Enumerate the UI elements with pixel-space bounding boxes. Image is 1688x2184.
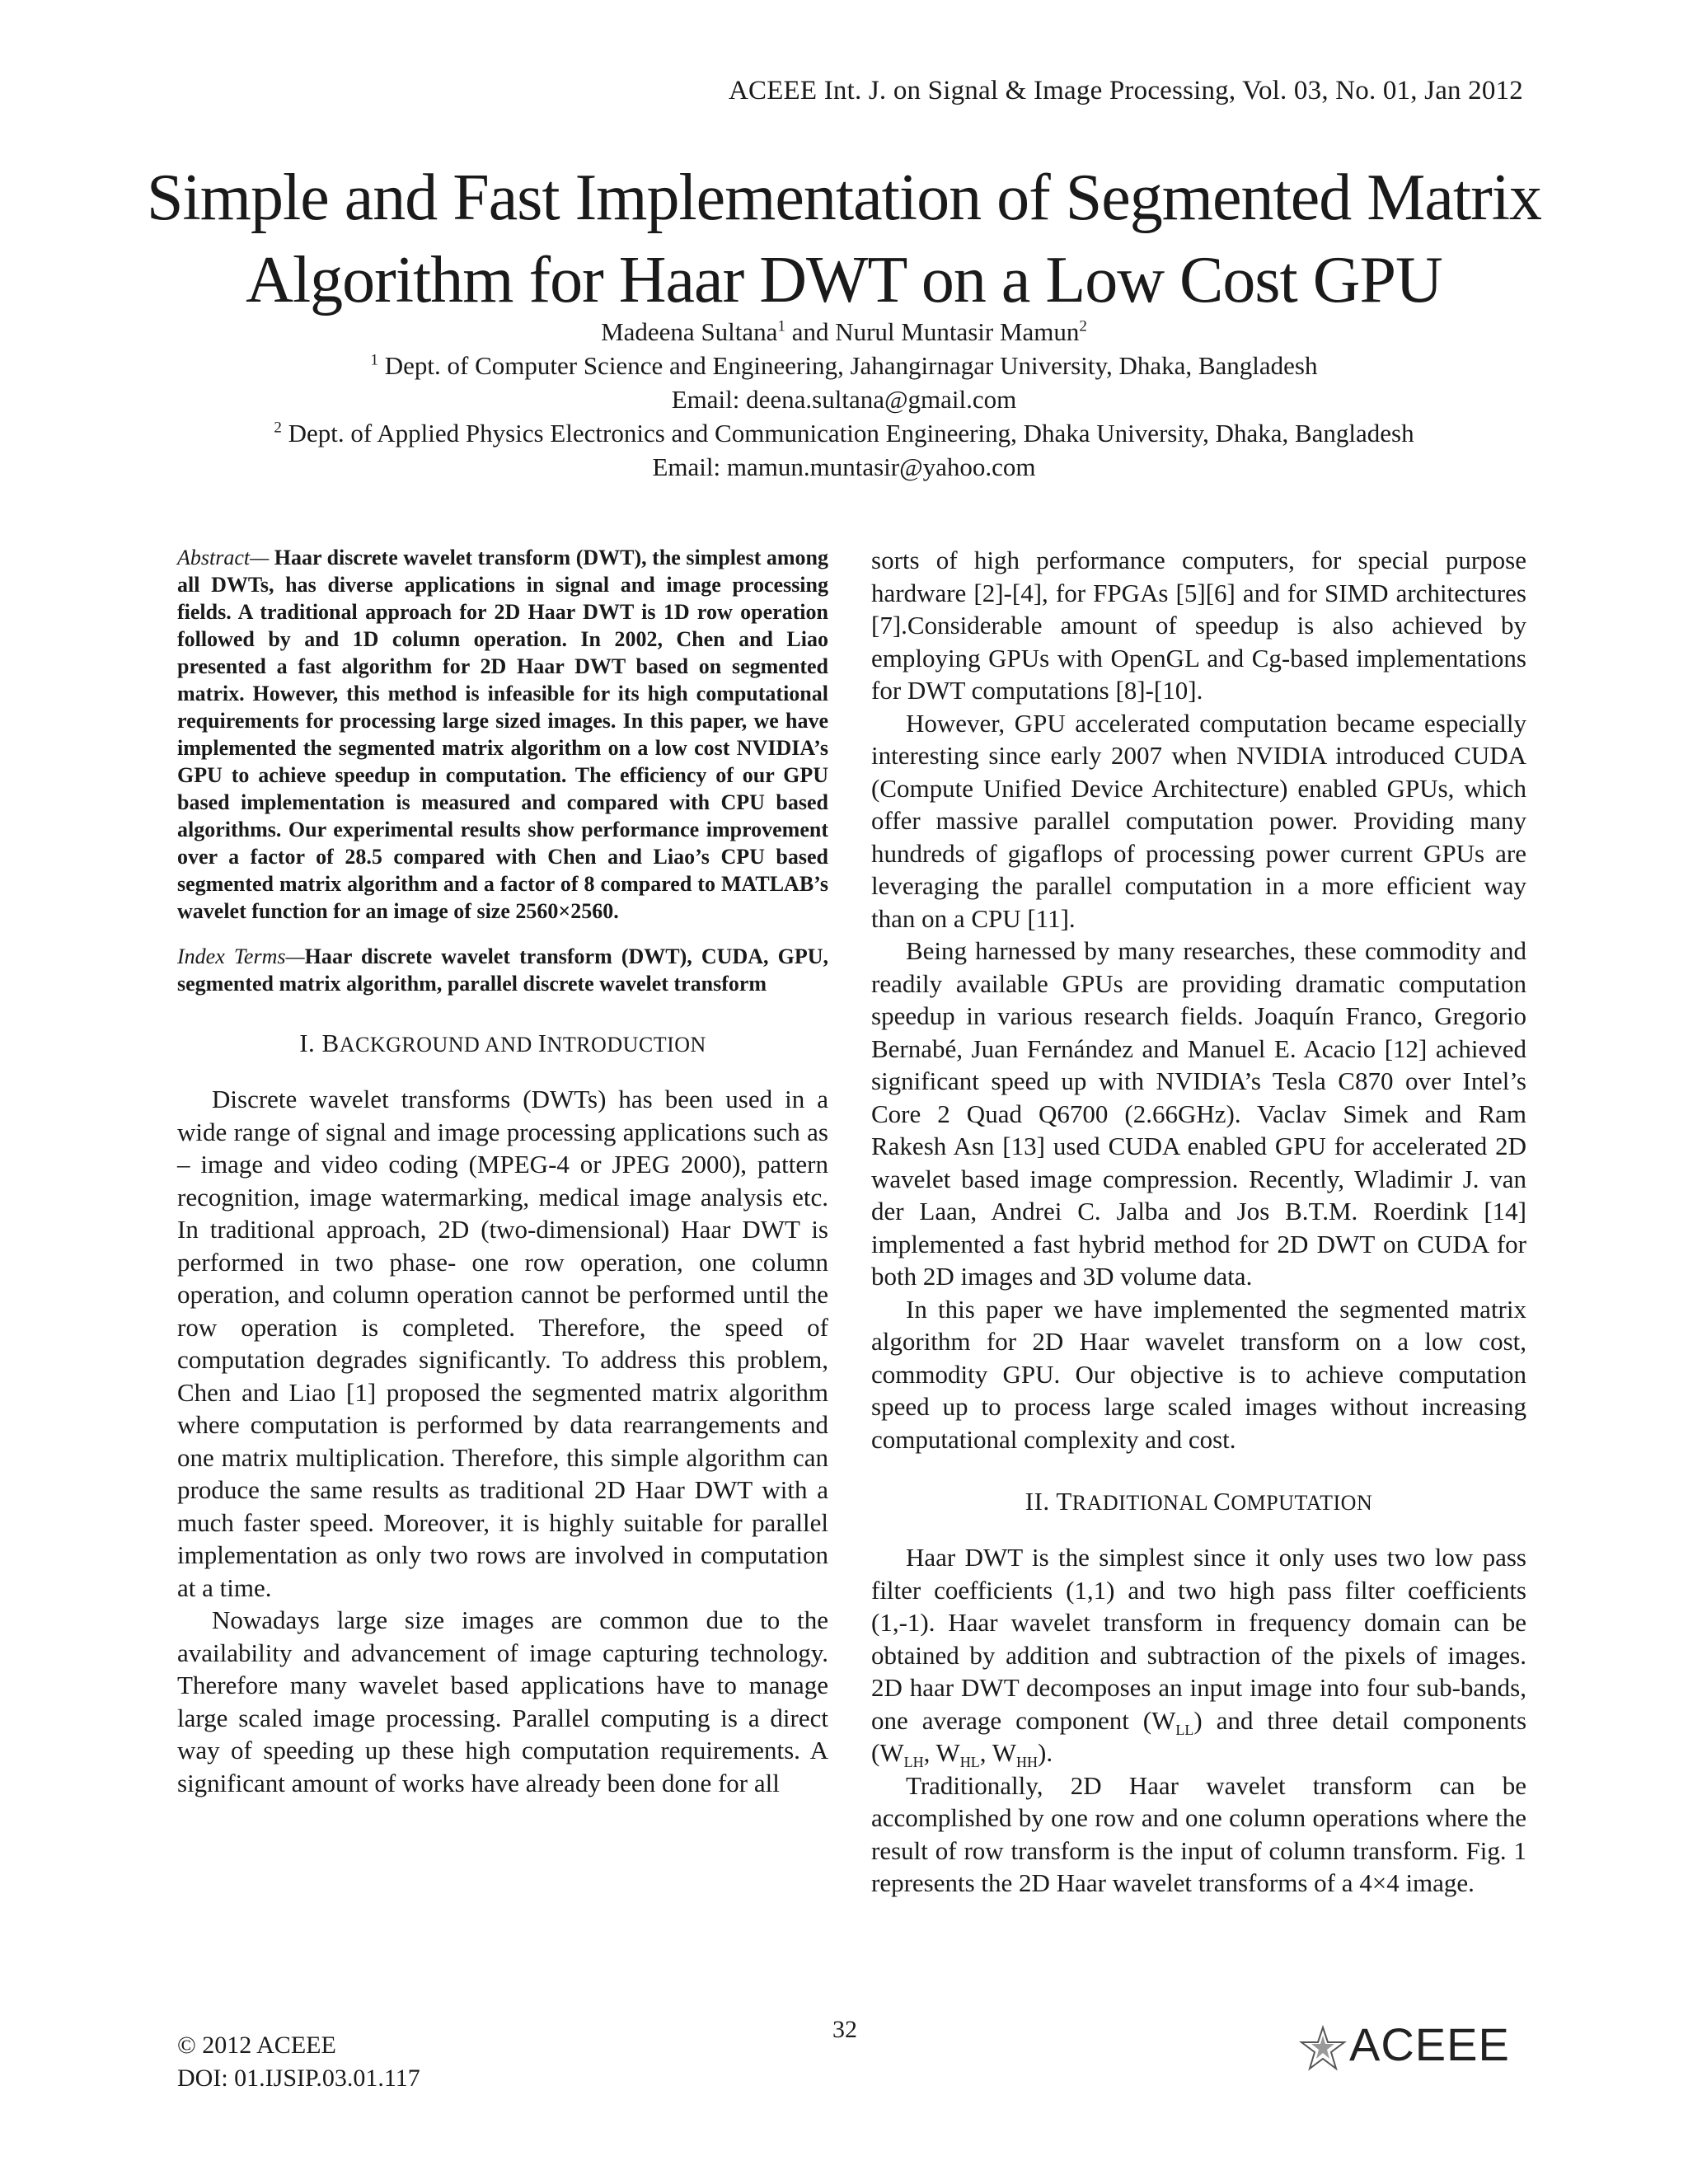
sub-hh: HH: [1016, 1754, 1038, 1771]
index-terms-label: Index Terms—: [177, 944, 305, 968]
section-1-paragraph-5: Being harnessed by many researches, these commodity and readily available GPUs are providing dramatic computation speedup in various research fields. Joaquín Franco, Gregorio Bernabé, Juan Fernández and Manuel E. Acacio [12] achieved significant speed up with NVIDIA’s Tesla C870 over Intel’s Core 2 Quad Q6700 (2.66GHz). Vaclav Simek and Ram Rakesh Asn [13] used CUDA enabled GPU for accelerated 2D wavelet based image compression. Recently, Wladimir J. van der Laan, Andrei C. Jalba and Jos B.T.M. Roerdink [14] implemented a fast hybrid method for 2D DWT on CUDA for both 2D images and 3D volume data.: [871, 936, 1526, 1291]
star-icon: [1298, 2024, 1348, 2074]
section-2-num: II.: [1025, 1487, 1057, 1516]
affiliation-2-text: Dept. of Applied Physics Electronics and Communication Engineering, Dhaka University, Dhaka, Bangladesh: [281, 419, 1414, 448]
section-2-paragraph-2: Traditionally, 2D Haar wavelet transform can be accomplished by one row and one column operations where the result of row transform is the input of column transform. Fig. 1 represents the 2D Haar wavelet transforms of a 4×4 image.: [871, 1770, 1526, 1897]
journal-header: ACEEE Int. J. on Signal & Image Processing, Vol. 03, No. 01, Jan 2012: [728, 76, 1523, 105]
author-2: Nurul Muntasir Mamun: [835, 317, 1080, 346]
section-2-p1-part-b: ) and three detail components (W: [871, 1705, 1527, 1767]
index-terms: [177, 943, 828, 997]
section-1-smallcaps-2: NTRODUCTION: [546, 1033, 706, 1057]
abstract: [177, 544, 828, 925]
section-1-smallcaps-1: ACKGROUND AND: [339, 1033, 538, 1057]
section-1-paragraph-1: Discrete wavelet transforms (DWTs) has been used in a wide range of signal and image processing applications such as – image and video coding (MPEG-4 or JPEG 2000), pattern recognition, image watermarking, medical image analysis etc. In traditional approach, 2D (two-dimensional) Haar DWT is performed in two phase- one row operation, one column operation, and column operation cannot be performed until the row operation is completed. Therefore, the speed of computation degrades significantly. To address this problem, Chen and Liao [1] proposed the segmented matrix algorithm where computation is performed by data rearrangements and one matrix multiplication. Therefore, this simple algorithm can produce the same results as traditional 2D Haar DWT with a much faster speed. Moreover, it is highly suitable for parallel implementation as only two rows are involved in computation at a time.: [177, 1085, 828, 1602]
index-terms-text: Haar discrete wavelet transform (DWT), CUDA, GPU, segmented matrix algorithm, parallel discrete wavelet transform: [177, 944, 828, 996]
section-2-smallcaps-2: OMPUTATION: [1231, 1491, 1373, 1515]
section-2-p1-comma-2: , W: [979, 1738, 1016, 1767]
author-and: and: [785, 317, 836, 346]
copyright: © 2012 ACEEE: [177, 2032, 336, 2059]
affiliation-1: [0, 349, 1688, 382]
email-2: Email: mamun.muntasir@yahoo.com: [652, 452, 1036, 481]
logo-text: ACEEE: [1349, 2018, 1510, 2070]
section-1-paragraph-6: In this paper we have implemented the segmented matrix algorithm for 2D Haar wavelet transform on a low cost, commodity GPU. Our objective is to achieve computation speed up to process large scaled images without increasing computational complexity and cost.: [871, 1294, 1526, 1454]
author-2-sup: 2: [1079, 317, 1087, 335]
sub-ll: LL: [1175, 1721, 1194, 1738]
affiliation-2-sup: 2: [274, 419, 282, 437]
sub-lh: LH: [903, 1754, 924, 1771]
affiliation-1-text: Dept. of Computer Science and Engineering, Jahangirnagar University, Dhaka, Bangladesh: [378, 351, 1318, 380]
sub-hl: HL: [959, 1754, 980, 1771]
author-1-sup: 1: [777, 317, 785, 335]
doi: DOI: 01.IJSIP.03.01.117: [177, 2064, 420, 2092]
left-column: [177, 544, 828, 1799]
title-line-1: Simple and Fast Implementation of Segmented Matrix: [147, 162, 1541, 234]
section-2-heading: [871, 1487, 1526, 1516]
affiliation-2: [0, 416, 1688, 450]
section-1-paragraph-2: Nowadays large size images are common due to the availability and advancement of image capturing technology. Therefore many wavelet based applications have to manage large scaled image processing. Parallel computing is a direct way of speeding up these high computation requirements. A significant amount of works have already been done for all: [177, 1605, 828, 1797]
section-2-cap-c: C: [1213, 1487, 1231, 1516]
section-2-cap-t: T: [1056, 1487, 1072, 1516]
abstract-label: Abstract—: [177, 546, 270, 569]
section-2-p1-part-a: Haar DWT is the simplest since it only uses two low pass filter coefficients (1,1) and two high pass filter coefficients (1,-1). Haar wavelet transform in frequency domain can be obtained by addition and subtraction of the pixels of images. 2D haar DWT decomposes an input image into four sub-bands, one average component (W: [871, 1543, 1526, 1735]
section-2-p1-part-c: ).: [1038, 1738, 1053, 1767]
paper-title: [0, 157, 1688, 321]
abstract-text: Haar discrete wavelet transform (DWT), the simplest among all DWTs, has diverse applications in signal and image processing fields. A traditional approach for 2D Haar DWT is 1D row operation followed by and 1D column operation. In 2002, Chen and Liao presented a fast algorithm for 2D Haar DWT based on segmented matrix. However, this method is infeasible for its high computational requirements for processing large sized images. In this paper, we have implemented the segmented matrix algorithm on a low cost NVIDIA’s GPU to achieve speedup in computation. The efficiency of our GPU based implementation is measured and compared with CPU based algorithms. Our experimental results show performance improvement over a factor of 28.5 compared with Chen and Liao’s CPU based segmented matrix algorithm and a factor of 8 compared to MATLAB’s wavelet function for an image of size 2560×2560.: [177, 546, 828, 923]
section-2-paragraph-1: [871, 1541, 1526, 1769]
email-1: Email: deena.sultana@gmail.com: [671, 385, 1017, 414]
affiliation-1-sup: 1: [370, 351, 378, 369]
section-2-p1-comma-1: , W: [923, 1738, 960, 1767]
section-2-smallcaps-1: RADITIONAL: [1071, 1491, 1214, 1515]
section-1-cap-b: B: [321, 1029, 340, 1057]
author-1: Madeena Sultana: [601, 317, 778, 346]
section-1-paragraph-4: However, GPU accelerated computation became especially interesting since early 2007 when NVIDIA introduced CUDA (Compute Unified Device Architecture) enabled GPUs, which offer massive parallel computation power. Providing many hundreds of gigaflops of processing power current GPUs are leveraging the parallel computation in a more efficient way than on a CPU [11].: [871, 708, 1526, 933]
section-1-num: I.: [299, 1029, 322, 1057]
author-names: [0, 315, 1688, 349]
section-1-cap-i: I: [537, 1029, 547, 1057]
section-1-heading: [177, 1029, 828, 1058]
right-column: [871, 544, 1526, 1900]
page-number: 32: [832, 2016, 857, 2043]
author-block: [0, 315, 1688, 484]
aceee-logo: [1298, 2018, 1525, 2074]
title-line-2: Algorithm for Haar DWT on a Low Cost GPU: [246, 244, 1442, 316]
section-1-paragraph-3: sorts of high performance computers, for special purpose hardware [2]-[4], for FPGAs [5][6] and for SIMD architectures [7].Considerable amount of speedup is also achieved by employing GPUs with OpenGL and Cg-based implementations for DWT computations [8]-[10].: [871, 546, 1526, 705]
footer-left: [177, 2029, 420, 2095]
